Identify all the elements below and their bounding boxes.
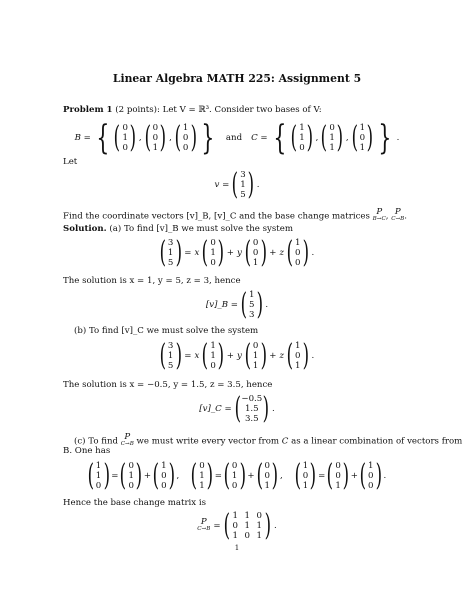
basis-c-vector-1: ( 1 1 0 ) [290, 120, 314, 155]
problem-statement [63, 106, 322, 115]
linear-combinations: ( 1 1 0 ) = ( 0 1 0 ) + ( 1 0 0 ) , ( 0 1 1 ) = ( 0 1 0 ) + ( 0 0 1 ) , ( 1 0 1 ) = ( 0 0 1 ) + ( 1 0 0 ) . [87, 458, 387, 493]
vC-result: [v]_C = ( −0.5 1.5 3.5 ) . [199, 391, 275, 426]
vB-label: [v]_B = [205, 299, 238, 310]
p-matrix: ( 1 1 0 0 1 1 1 0 1 ) [223, 508, 272, 543]
solution-b-intro: (b) To find [v]_C we must solve the system [74, 326, 259, 336]
solution-c-result: Hence the base change matrix is [63, 498, 207, 508]
basis-c-label: C = [251, 132, 268, 143]
solution-b-result: The solution is x = −0.5, y = 1.5, z = 3.5, hence [63, 380, 273, 390]
solution-a [63, 225, 293, 234]
system-a: ( 3 1 5 ) = x ( 0 1 0 ) + y ( 0 0 1 ) + z ( 1 0 0 ) . [159, 235, 315, 270]
solution-heading: Solution. [63, 224, 107, 234]
basis-b-vector-3: ( 1 0 0 ) [174, 120, 197, 155]
and-word: and [225, 132, 243, 143]
problem-points: (2 points): [115, 105, 160, 115]
let-word: Let [63, 157, 78, 167]
problem-heading: Problem 1 [63, 105, 113, 115]
vC-label: [v]_C = [199, 403, 232, 414]
basis-b-label: B = [74, 132, 91, 143]
v-label: v = [214, 179, 230, 190]
v-definition: v = ( 3 1 5 ) . [214, 167, 260, 202]
basis-b-vector-2: ( 0 0 1 ) [144, 120, 167, 155]
problem-text: Let V = ℝ³. Consider two bases of V: [162, 105, 322, 115]
page-number: 1 [234, 544, 240, 552]
task-text: Find the coordinate vectors [v]_B, [v]_C and the base change matrices P B→C , P C→B . [63, 207, 408, 222]
basis-c-vector-3: ( 1 0 1 ) [351, 120, 374, 155]
base-change-matrix: P C→B = ( 1 1 0 0 1 1 1 0 1 ) . [197, 508, 277, 543]
solution-c-intro2: B. One has [63, 446, 111, 456]
solution-a-result: The solution is x = 1, y = 5, z = 3, hence [63, 276, 241, 286]
solution-c-intro: (c) To find P C→B we must write every vector from C as a linear combination of vectors from [74, 432, 463, 447]
page-title: Linear Algebra MATH 225: Assignment 5 [112, 72, 362, 85]
system-b: ( 3 1 5 ) = x ( 1 1 0 ) + y ( 0 1 1 ) + z ( 1 0 1 ) . [159, 338, 315, 373]
basis-b-vector-1: ( 0 1 0 ) [114, 120, 137, 155]
bases-equation: B = { ( 0 1 0 ) , ( 0 0 1 ) , ( 1 0 0 ) } and C = { ( 1 1 0 ) , ( 0 1 1 ) , ( 1 0 1 ) } . [74, 118, 400, 158]
v-vector: ( 3 1 5 ) [231, 167, 255, 202]
basis-c-vector-2: ( 0 1 1 ) [321, 120, 344, 155]
solution-a-intro: (a) To find [v]_B we must solve the system [109, 224, 293, 234]
vB-result: [v]_B = ( 1 5 3 ) . [205, 287, 269, 322]
